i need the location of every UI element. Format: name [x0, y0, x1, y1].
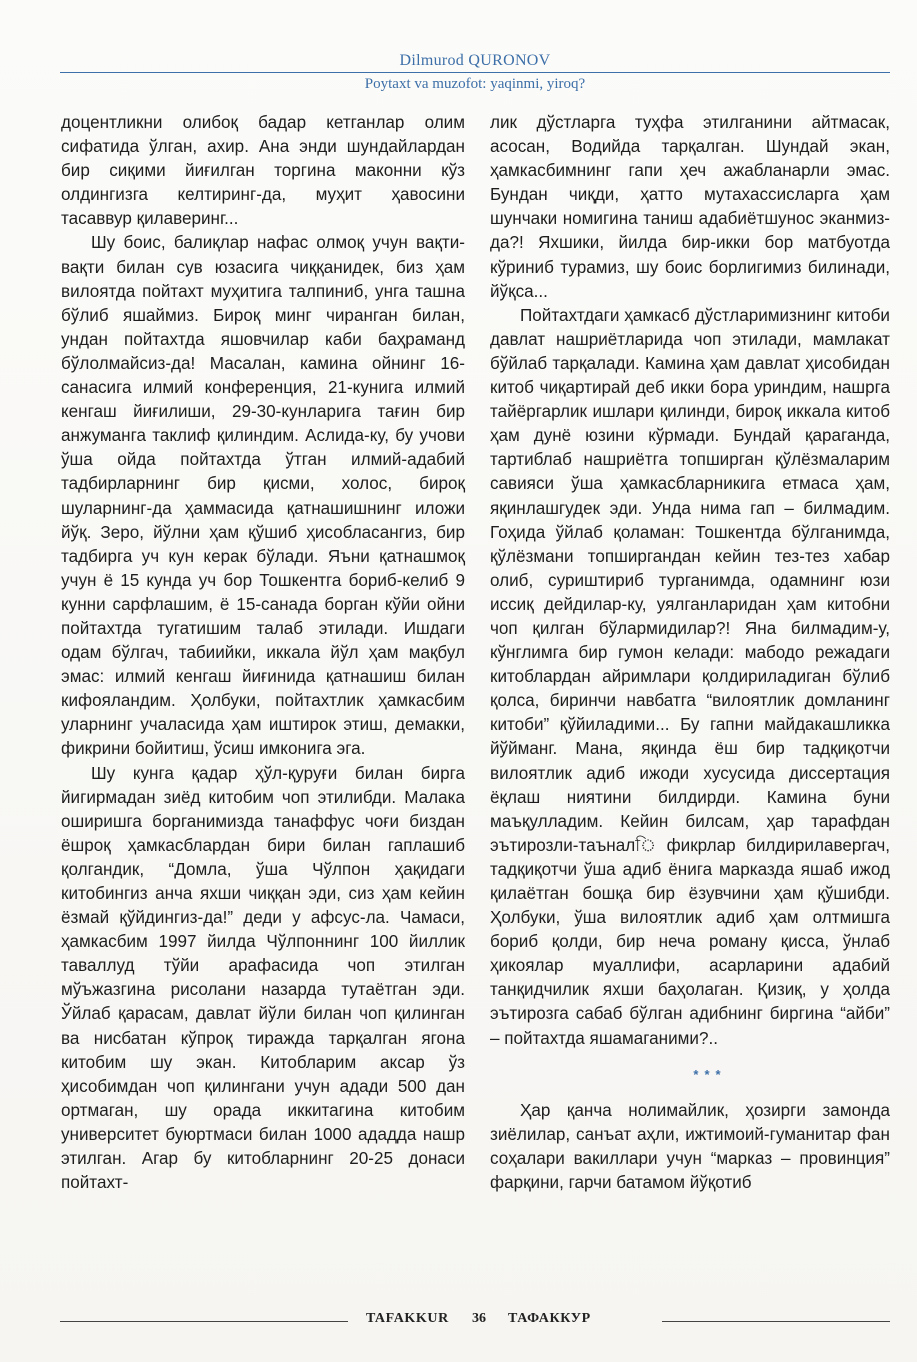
left-text-column: [61, 111, 465, 1195]
footer-rule-left: [60, 1321, 348, 1322]
footer-journal-name-cyrillic: ТАФАККУР: [508, 1311, 591, 1326]
paragraph: лик дўстларга туҳфа этилганини айтмасак, асосан, Водийда тарқалган. Шундай экан, ҳамкасбимнинг гапи ҳеч ажабланарли эмас. Бундан чиқди, ҳатто мутахассисларга ҳам шунчаки номигина таниш адабиётшунос эканмиз-да?! Яхшики, йилда бир-икки бор матбуотда кўриниб турамиз, шу боис борлигимиз билинади, йўқса...: [490, 113, 890, 301]
right-text-column: [490, 111, 890, 1195]
running-header-author: Dilmurod QURONOV: [399, 52, 551, 69]
page-footer: [60, 1309, 890, 1329]
footer-journal-name-latin: TAFAKKUR: [366, 1311, 449, 1326]
header-rule: [60, 72, 890, 73]
section-divider-asterisks: ***: [693, 1066, 727, 1082]
page-number: 36: [472, 1311, 486, 1326]
running-header-title: Poytaxt va muzofot: yaqinmi, yiroq?: [364, 76, 586, 92]
paragraph: Ҳар қанча нолимайлик, ҳозирги замонда зиёлилар, санъат аҳли, ижтимоий-гуманитар фан соҳалари вакиллари учун “марказ – провинция” фарқини, гарчи батамом йўқотиб: [490, 1100, 890, 1192]
paragraph: доцентликни олибоқ бадар кетганлар олим сифатида ўлган, ахир. Ана энди шундайлардан бир сиқими йиғилган торгина маконни кўз олдингизга келтиринг-да, муҳит ҳавосини тасаввур қилаверинг...: [61, 113, 465, 229]
paragraph: Шу боис, балиқлар нафас олмоқ учун вақти-вақти билан сув юзасига чиққанидек, биз ҳам вилоятда пойтахт муҳитига талпиниб, унга ташна бўлиб яшаймиз. Бироқ минг чиранган билан, ундан пойтахтда яшовчилар каби баҳраманд бўлолмайсиз-да! Масалан, камина ойнинг 16-санасига илмий конференция, 21-кунига илмий кенгаш йиғилиши, 29-30-кунларига тағин бир анжуманга таклиф қилиндим. Аслида-ку, бу учови ўша ойда пойтахтда ўтган илмий-адабий тадбирларнинг бир қисми, холос, бироқ шуларнинг-да ҳаммасида қатнашишнинг иложи йўқ. Зеро, йўлни ҳам қўшиб ҳисобласангиз, бир тадбирга уч кун керак бўлади. Яъни қатнашмоқ учун ё 15 кунда уч бор Тошкентга бориб-келиб 9 кунни сарфлашим, ё 15-санада борган кўйи ойни пойтахтда тугатишим талаб этилади. Ишдаги одам бўлгач, табиийки, иккала йўл ҳам мақбул эмас: илмий кенгаш йиғинида қатнашиш билан кифояландим. Ҳолбуки, пойтахтлик ҳамкасбим уларнинг учаласида ҳам иштирок этиш, демакки, фикрини бойитиш, ўсиш имконига эга.: [61, 233, 465, 759]
paragraph: Пойтахтдаги ҳамкасб дўстларимизнинг китоби давлат нашриётларида чоп этилади, мамлакат бўйлаб тарқалади. Камина ҳам давлат ҳисобидан китоб чиқартирай деб икки бора уриндим, нашрга тайёргарлик ишлари қилинди, бироқ иккала китоб ҳам дунё юзини кўрмади. Бундай қараганда, тартиблаб нашриётга топширган қўлёзмаларим савияси ўша ҳамкасбларникига етмаса ҳам, яқинлашгудек эди. Унда нима гап – билмадим. Гоҳида ўйлаб қоламан: Тошкентда бўлганимда, қўлёзмани топширгандан кейин тез-тез хабар олиб, суриштириб турганимда, одамнинг юзи иссиқ дейдилар-ку, уялганларидан ҳам китобни чоп қилган бўлармидилар?! Яна билмадим-у, кўнглимга бир гумон келади: мабодо режадаги китоблардан айримлари қолдириладиган бўлиб қолса, биринчи навбатга “вилоятлик домланинг китоби” қўйиладими... Бу гапни майдакашликка йўйманг. Мана, яқинда ёш бир тадқиқотчи вилоятлик адиб ижоди хусусида диссертация ёқлаш ниятини билдирди. Камина буни маъқулладим. Кейин билсам, ҳар тарафдан эътирозли-таъналি фикрлар билдирилавергач, тадқиқотчи ўша адиб ёнига марказда яшаб ижод қилаётган бошқа бир ёзувчини ҳам қўшибди. Ҳолбуки, ўша вилоятлик адиб ҳам олтмишга бориб қолди, бир неча роману қисса, ўнлаб ҳикоялар муаллифи, асарларини адабий танқидчилик яхши баҳолаган. Қизиқ, у ҳолда эътирозга сабаб бўлган адибнинг биргина “айби” – пойтахтда яшамаганими?..: [490, 305, 890, 1048]
paragraph: Шу кунга қадар ҳўл-қуруғи билан бирга йигирмадан зиёд китобим чоп этилибди. Малака оширишга борганимизда танаффус чоғи биздан ёшроқ ҳамкасблардан бири билан гаплашиб қолгандик, “Домла, ўша Чўлпон ҳақидаги китобингиз анча яхши чиққан эди, сиз ҳам кейин ёзмай қўйдингиз-да!” деди у афсус-ла. Чамаси, ҳамкасбим 1997 йилда Чўлпоннинг 100 йиллик таваллуд тўйи арафасида чоп этилган мўъжазгина рисолани назарда тутаётган эди. Ўйлаб қарасам, давлат йўли билан чоп қилинган ва нисбатан кўпроқ тиражда тарқалган ягона китобим шу экан. Китобларим аксар ўз ҳисобимдан чоп қилингани учун адади 500 дан ортмаган, шу орада иккитагина китобим университет буюртмаси билан 1000 ададда нашр этилган. Агар бу китобларнинг 20-25 донаси пойтахт-: [61, 763, 465, 1193]
footer-rule-right: [662, 1321, 890, 1322]
